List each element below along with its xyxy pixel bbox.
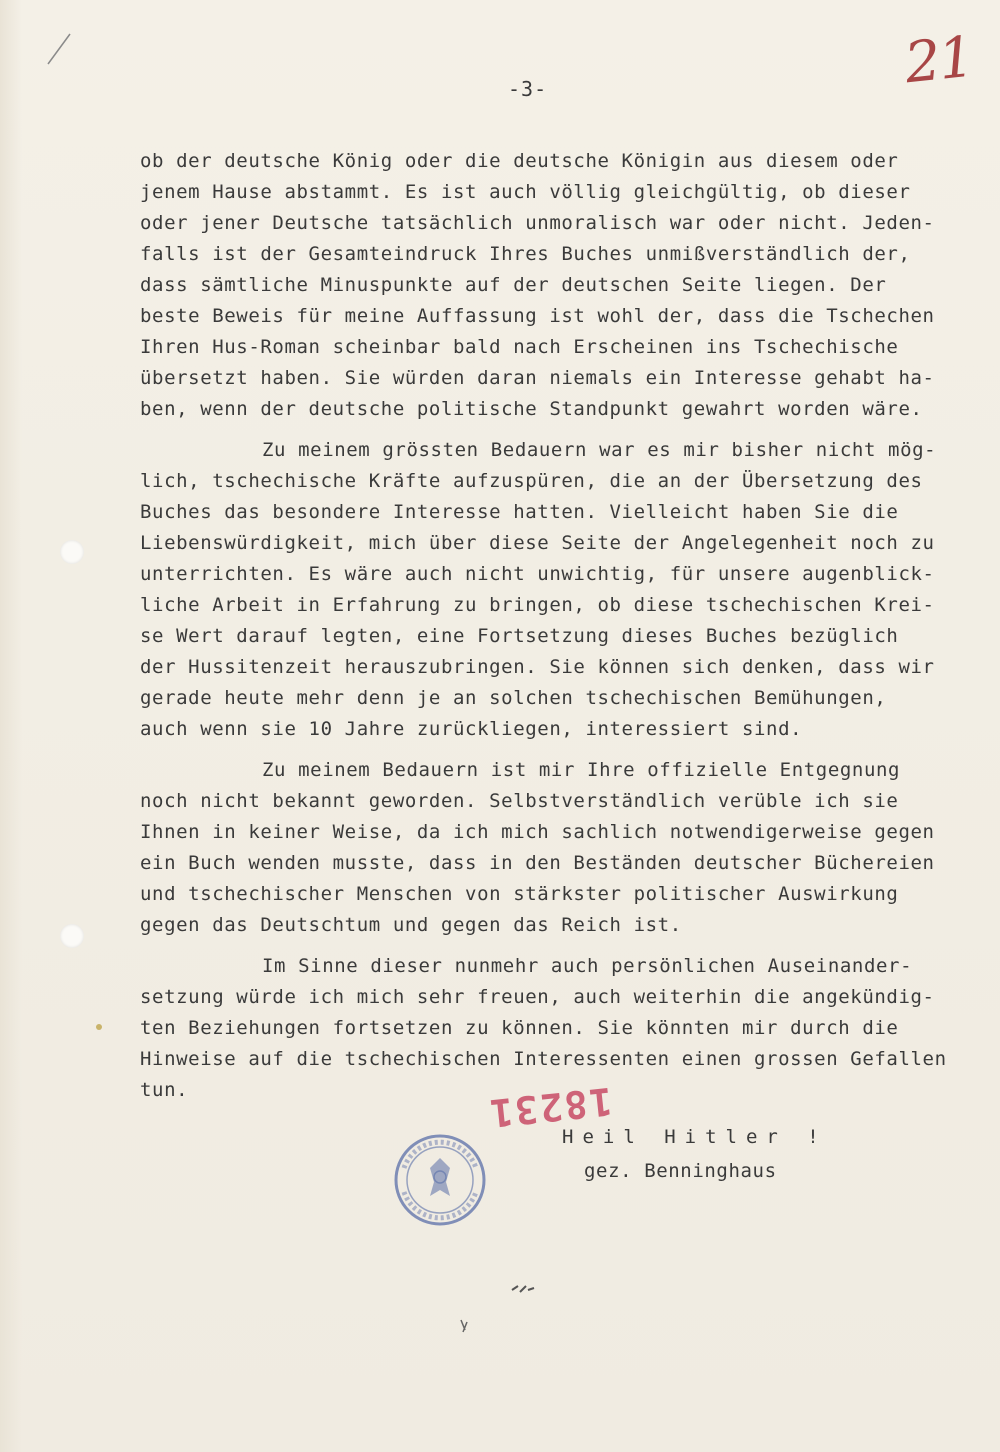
ink-mark (508, 1280, 538, 1300)
text-line: setzung würde ich mich sehr freuen, auch weiterhin die angekündig- (140, 986, 935, 1008)
text-line: unterrichten. Es wäre auch nicht unwichtig, für unsere augenblick- (140, 563, 935, 585)
typed-signature: gez. Benninghaus (584, 1160, 777, 1182)
text-line: auch wenn sie 10 Jahre zurückliegen, interessiert sind. (140, 718, 803, 740)
red-ink-stamp-number: 18231 (486, 1078, 615, 1136)
paragraph-gap (140, 425, 980, 435)
text-line: Hinweise auf die tschechischen Interessenten einen grossen Gefallen (140, 1048, 947, 1070)
letter-closing (562, 1120, 828, 1188)
text-line: und tschechischer Menschen von stärkster politischer Auswirkung (140, 883, 899, 905)
closing-greeting: Heil Hitler ! (562, 1126, 828, 1148)
text-line: Ihren Hus-Roman scheinbar bald nach Erscheinen ins Tschechische (140, 336, 899, 358)
ink-mark (455, 1316, 475, 1336)
page-number: -3- (508, 77, 548, 101)
paragraph-2 (140, 435, 980, 745)
text-line: ten Beziehungen fortsetzen zu können. Sie könnten mir durch die (140, 1017, 899, 1039)
paragraph-1 (140, 146, 980, 425)
paragraph-3 (140, 755, 980, 941)
text-line: übersetzt haben. Sie würden daran niemals ein Interesse gehabt ha- (140, 367, 935, 389)
archive-folio-number: 21 (901, 24, 976, 97)
text-line: noch nicht bekannt geworden. Selbstverständlich verüble ich sie (140, 790, 899, 812)
page-edge-shadow (0, 0, 22, 1452)
text-line: tun. (140, 1079, 189, 1101)
text-line: falls ist der Gesamteindruck Ihres Buches unmißverständlich der, (140, 243, 911, 265)
text-line: beste Beweis für meine Auffassung ist wohl der, dass die Tschechen (140, 305, 935, 327)
text-line: Im Sinne dieser nunmehr auch persönlichen Auseinander- (262, 955, 913, 977)
punch-hole-upper (60, 540, 84, 564)
punch-hole-lower (60, 924, 84, 948)
text-line: se Wert darauf legten, eine Fortsetzung dieses Buches bezüglich (140, 625, 899, 647)
text-line: ob der deutsche König oder die deutsche Königin aus diesem oder (140, 150, 899, 172)
text-line: oder jener Deutsche tatsächlich unmoralisch war oder nicht. Jeden- (140, 212, 935, 234)
paper-spot (96, 1024, 102, 1030)
text-line: liche Arbeit in Erfahrung zu bringen, ob diese tschechischen Krei- (140, 594, 935, 616)
letter-body (140, 146, 980, 1106)
text-line: der Hussitenzeit herauszubringen. Sie können sich denken, dass wir (140, 656, 935, 678)
official-seal-stamp (390, 1130, 490, 1230)
text-line: dass sämtliche Minuspunkte auf der deutschen Seite liegen. Der (140, 274, 887, 296)
pencil-mark-top-left (40, 30, 80, 70)
text-line: Zu meinem grössten Bedauern war es mir bisher nicht mög- (262, 439, 937, 461)
paragraph-gap (140, 745, 980, 755)
text-line: ben, wenn der deutsche politische Standpunkt gewahrt worden wäre. (140, 398, 923, 420)
paragraph-gap (140, 941, 980, 951)
text-line: Buches das besondere Interesse hatten. Vielleicht haben Sie die (140, 501, 899, 523)
text-line: ein Buch wenden musste, dass in den Beständen deutscher Büchereien (140, 852, 935, 874)
text-line: Ihnen in keiner Weise, da ich mich sachlich notwendigerweise gegen (140, 821, 935, 843)
text-line: Zu meinem Bedauern ist mir Ihre offizielle Entgegnung (262, 759, 901, 781)
text-line: lich, tschechische Kräfte aufzuspüren, die an der Übersetzung des (140, 470, 923, 492)
text-line: gegen das Deutschtum und gegen das Reich ist. (140, 914, 682, 936)
text-line: gerade heute mehr denn je an solchen tschechischen Bemühungen, (140, 687, 887, 709)
text-line: jenem Hause abstammt. Es ist auch völlig gleichgültig, ob dieser (140, 181, 911, 203)
text-line: Liebenswürdigkeit, mich über diese Seite der Angelegenheit noch zu (140, 532, 935, 554)
